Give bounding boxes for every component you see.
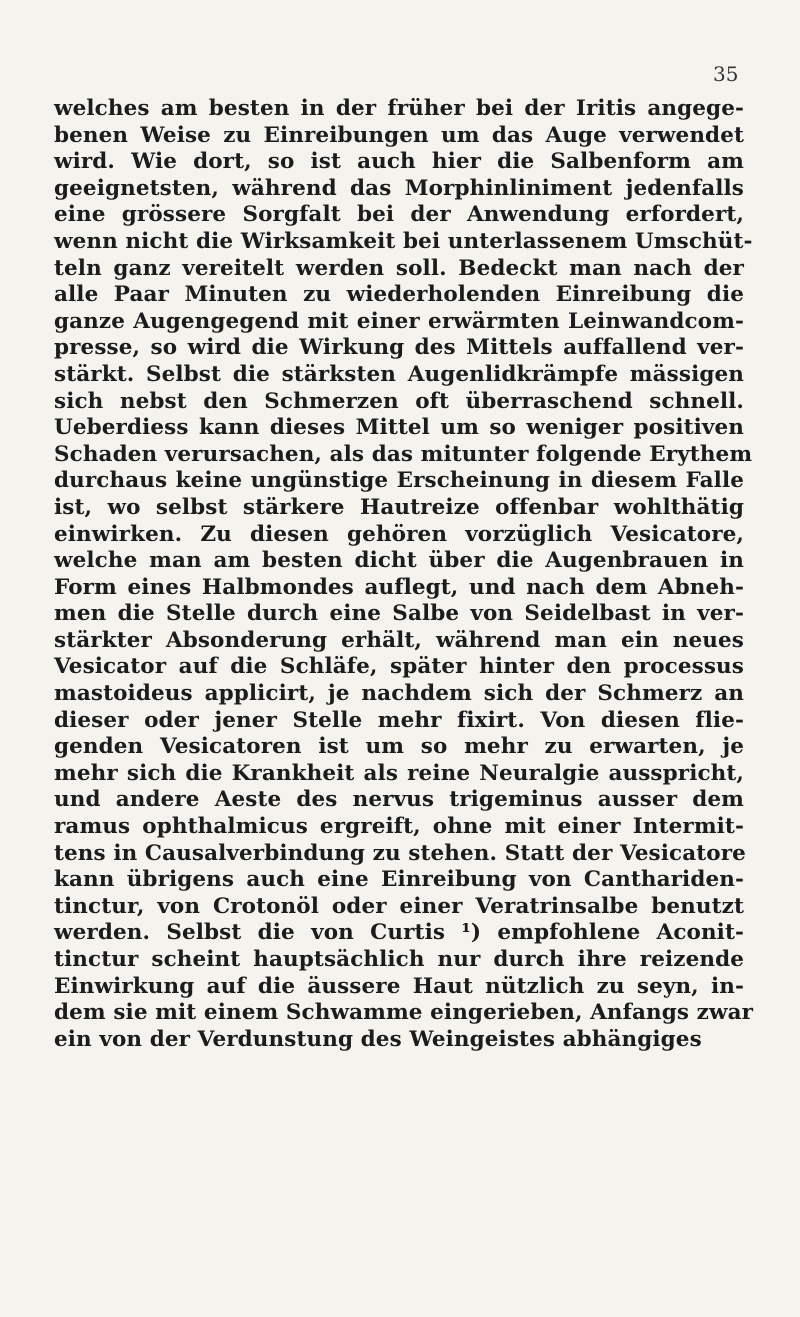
text-line: tens in Causalverbindung zu stehen. Statt der Vesicatore: [54, 840, 746, 866]
text-line: dem sie mit einem Schwamme eingerieben, Anfangs zwar: [54, 1000, 754, 1026]
text-line: Einwirkung auf die äussere Haut nützlich zu seyn, in-: [54, 973, 744, 999]
text-line: Vesicator auf die Schläfe, später hinter den processus: [54, 654, 744, 680]
text-line: kann übrigens auch eine Einreibung von Canthariden-: [54, 867, 744, 893]
text-line: durchaus keine ungünstige Erscheinung in diesem Falle: [54, 468, 744, 494]
page-number: 35: [713, 62, 739, 86]
text-line: dieser oder jener Stelle mehr fixirt. Von diesen flie-: [54, 707, 744, 733]
text-line: mehr sich die Krankheit als reine Neuralgie ausspricht,: [54, 760, 744, 786]
text-line: ist, wo selbst stärkere Hautreize offenbar wohlthätig: [54, 494, 744, 520]
text-line: eine grössere Sorgfalt bei der Anwendung erfordert,: [54, 202, 744, 228]
text-line: mastoideus applicirt, je nachdem sich der Schmerz an: [54, 681, 744, 707]
text-line: ramus ophthalmicus ergreift, ohne mit einer Intermit-: [54, 814, 744, 840]
text-line: stärkter Absonderung erhält, während man ein neues: [54, 627, 744, 653]
text-line: tinctur scheint hauptsächlich nur durch ihre reizende: [54, 947, 744, 972]
text-line: Ueberdiess kann dieses Mittel um so weniger positiven: [54, 415, 744, 441]
text-line: benen Weise zu Einreibungen um das Auge verwendet: [54, 122, 744, 148]
text-line: sich nebst den Schmerzen oft überraschend schnell.: [54, 388, 744, 414]
text-line: men die Stelle durch eine Salbe von Seidelbast in ver-: [54, 601, 744, 627]
text-line: alle Paar Minuten zu wiederholenden Einreibung die: [54, 282, 744, 308]
text-line: presse, so wird die Wirkung des Mittels auffallend ver-: [54, 335, 744, 361]
text-line: wird. Wie dort, so ist auch hier die Salbenform am: [54, 149, 744, 175]
text-line: welches am besten in der früher bei der Iritis angege-: [54, 96, 744, 121]
text-line: werden. Selbst die von Curtis ¹) empfohlene Aconit-: [54, 920, 744, 946]
text-line: ein von der Verdunstung des Weingeistes abhängiges: [54, 1026, 702, 1052]
text-line: Schaden verursachen, als das mitunter folgende Erythem: [54, 441, 753, 467]
text-line: Form eines Halbmondes auflegt, und nach dem Abneh-: [54, 574, 744, 600]
text-line: stärkt. Selbst die stärksten Augenlidkrämpfe mässigen: [54, 361, 744, 387]
text-line: und andere Aeste des nervus trigeminus ausser dem: [54, 787, 744, 813]
text-line: tinctur, von Crotonöl oder einer Veratrinsalbe benutzt: [54, 893, 744, 919]
text-line: wenn nicht die Wirksamkeit bei unterlassenem Umschüt-: [54, 228, 753, 254]
text-line: geeignetsten, während das Morphinliniment jedenfalls: [54, 175, 744, 201]
text-line: welche man am besten dicht über die Augenbrauen in: [54, 548, 744, 574]
text-line: einwirken. Zu diesen gehören vorzüglich Vesicatore,: [54, 521, 744, 547]
text-line: teln ganz vereitelt werden soll. Bedeckt man nach der: [54, 255, 744, 281]
text-line: genden Vesicatoren ist um so mehr zu erwarten, je: [54, 734, 744, 760]
text-line: ganze Augengegend mit einer erwärmten Leinwandcom-: [54, 308, 744, 334]
body-text: [54, 96, 754, 1053]
